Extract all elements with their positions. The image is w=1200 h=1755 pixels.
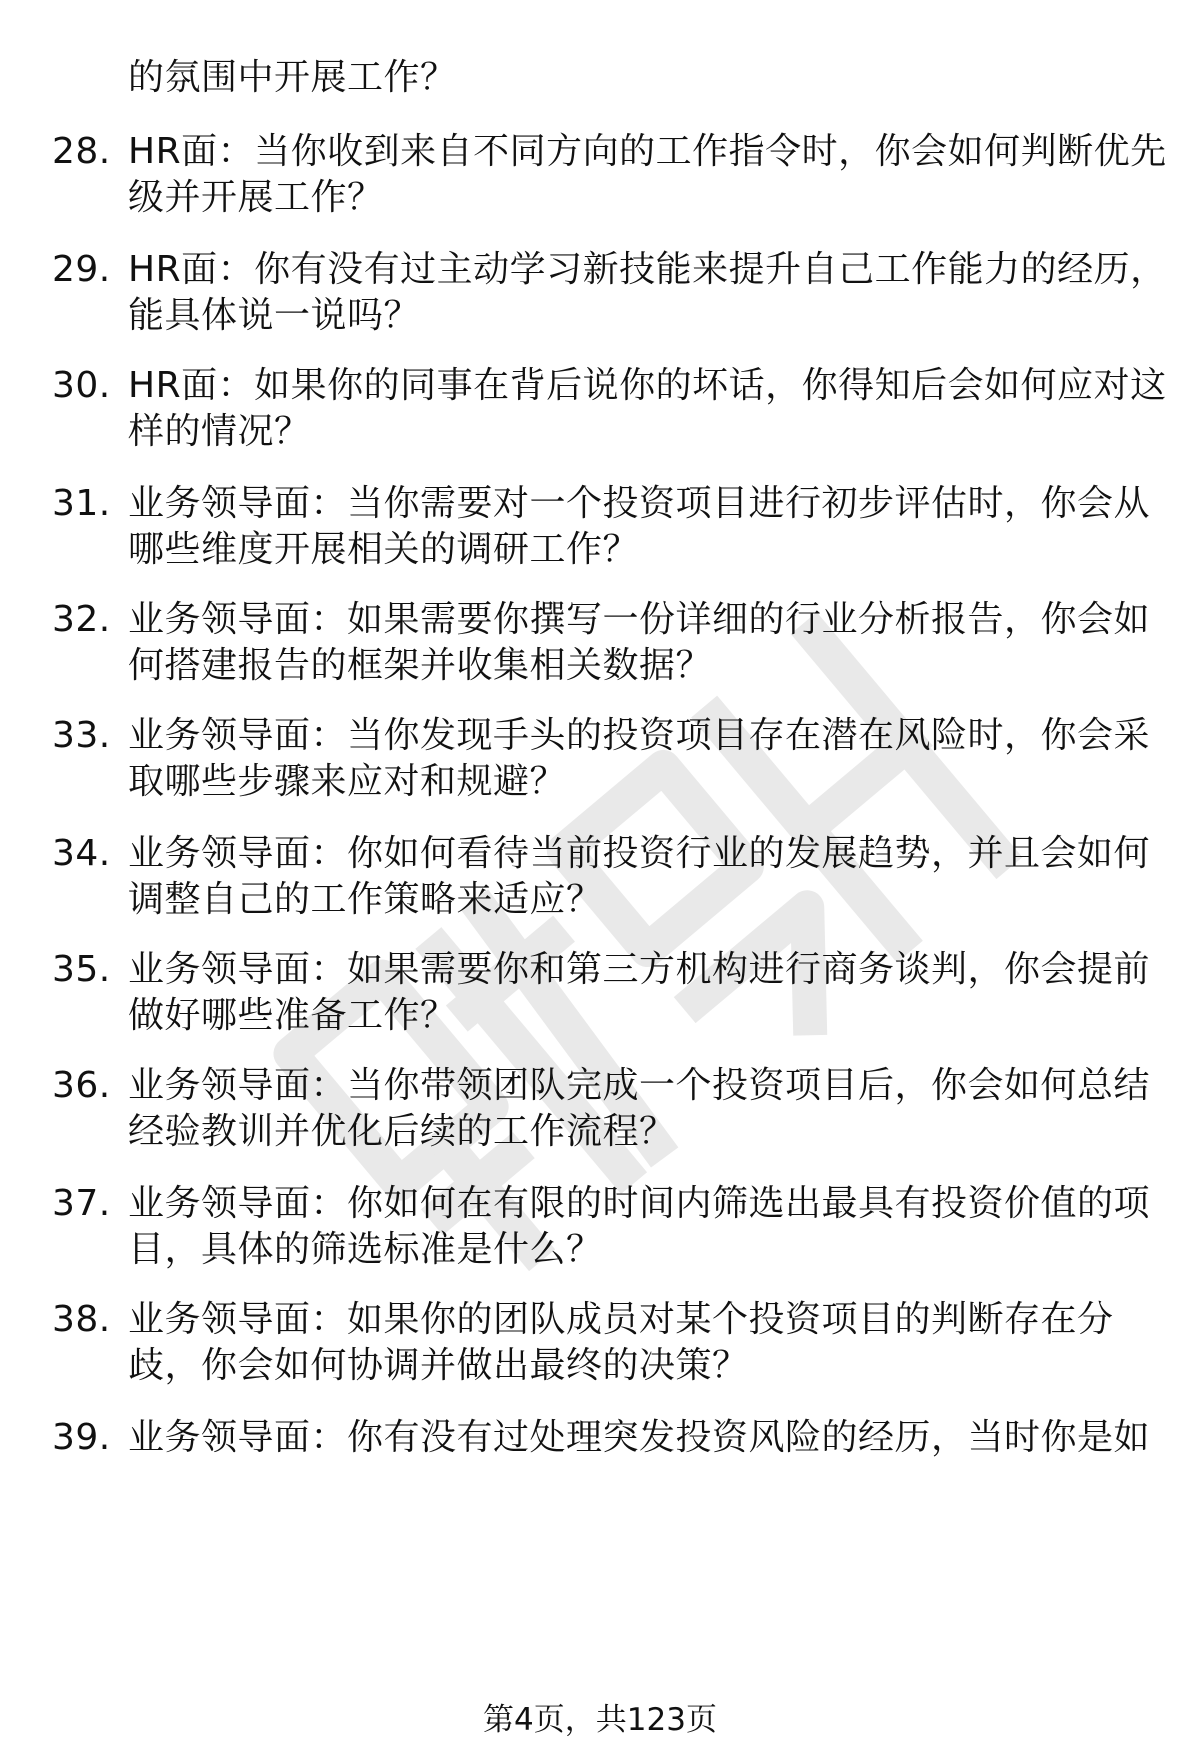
- question-text-line1: HR面：当你收到来自不同方向的工作指令时，你会如何判断优先: [128, 131, 1167, 172]
- question-text-line1: 业务领导面：你如何看待当前投资行业的发展趋势，并且会如何: [128, 833, 1151, 874]
- question-text-line1: HR面：你有没有过主动学习新技能来提升自己工作能力的经历，: [128, 249, 1167, 290]
- question-text-line2: 何搭建报告的框架并收集相关数据？: [128, 645, 713, 686]
- question-number: 29.: [52, 249, 111, 290]
- question-text-line2: 歧，你会如何协调并做出最终的决策？: [128, 1345, 749, 1386]
- question-text-line1: HR面：如果你的同事在背后说你的坏话，你得知后会如何应对这: [128, 365, 1167, 406]
- question-text-line1: 业务领导面：如果你的团队成员对某个投资项目的判断存在分: [128, 1299, 1114, 1340]
- question-text-line2: 调整自己的工作策略来适应？: [128, 879, 603, 920]
- question-number: 35.: [52, 949, 111, 990]
- question-text-line1: 业务领导面：当你需要对一个投资项目进行初步评估时，你会从: [128, 483, 1151, 524]
- question-text-line2: 能具体说一说吗？: [128, 295, 421, 336]
- question-text-line2: 取哪些步骤来应对和规避？: [128, 761, 567, 802]
- question-text-line1: 业务领导面：当你发现手头的投资项目存在潜在风险时，你会采: [128, 715, 1151, 756]
- question-number: 30.: [52, 365, 111, 406]
- question-number: 34.: [52, 833, 111, 874]
- question-text-line2: 做好哪些准备工作？: [128, 995, 457, 1036]
- question-number: 28.: [52, 131, 111, 172]
- question-text-line1: 业务领导面：你有没有过处理突发投资风险的经历，当时你是如: [128, 1417, 1151, 1458]
- question-number: 37.: [52, 1183, 111, 1224]
- question-text-line2: 级并开展工作？: [128, 177, 384, 218]
- question-text-line1: 业务领导面：如果需要你撰写一份详细的行业分析报告，你会如: [128, 599, 1151, 640]
- question-text-line2: 经验教训并优化后续的工作流程？: [128, 1111, 676, 1152]
- question-text-line2: 哪些维度开展相关的调研工作？: [128, 529, 640, 570]
- question-text-line1: 业务领导面：如果需要你和第三方机构进行商务谈判，你会提前: [128, 949, 1151, 990]
- question-number: 38.: [52, 1299, 111, 1340]
- page-footer: 第4页，共123页: [483, 1702, 717, 1738]
- question-text-line2: 目，具体的筛选标准是什么？: [128, 1229, 603, 1270]
- question-text-line1: 业务领导面：你如何在有限的时间内筛选出最具有投资价值的项: [128, 1183, 1151, 1224]
- question-number: 32.: [52, 599, 111, 640]
- question-number: 36.: [52, 1065, 111, 1106]
- question-text-line1: 业务领导面：当你带领团队完成一个投资项目后，你会如何总结: [128, 1065, 1151, 1106]
- question-text-line2: 样的情况？: [128, 411, 311, 452]
- question-number: 39.: [52, 1417, 111, 1458]
- continuation-line: 的氛围中开展工作？: [128, 57, 457, 98]
- question-number: 33.: [52, 715, 111, 756]
- question-number: 31.: [52, 483, 111, 524]
